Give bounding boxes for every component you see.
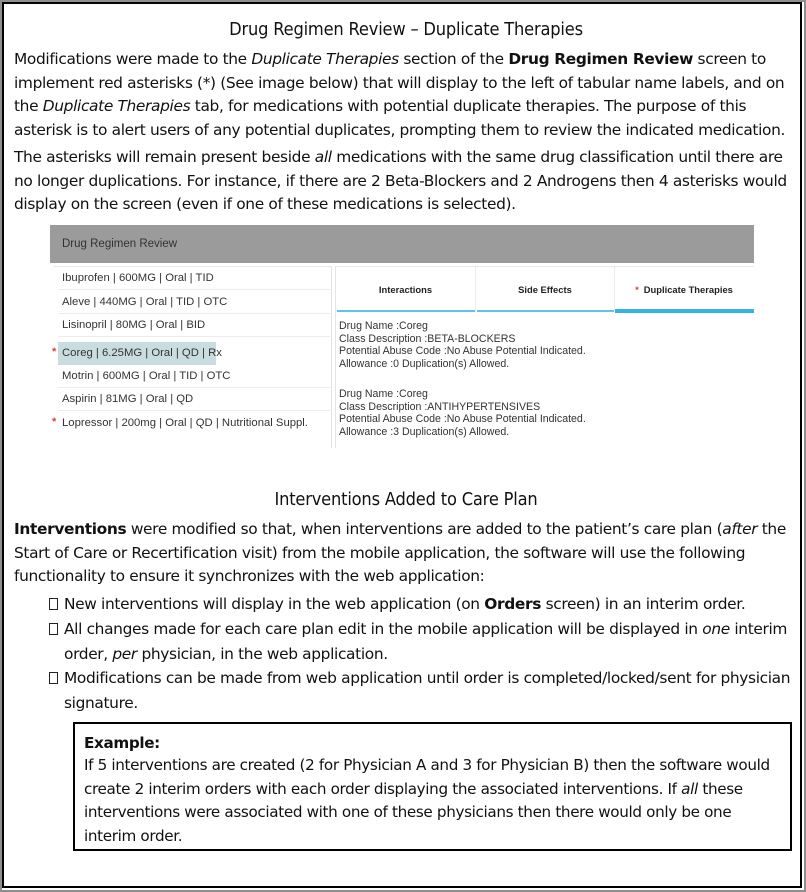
detail-abuse-code: Potential Abuse Code :No Abuse Potential Indicated. <box>339 413 586 425</box>
tab-interactions[interactable]: Interactions <box>378 284 433 295</box>
bullet-box-icon <box>49 598 58 610</box>
duplicate-detail-block <box>339 388 586 438</box>
tab-duplicate-therapies[interactable]: * Duplicate Therapies <box>614 267 753 311</box>
example-label: Example: <box>84 734 160 752</box>
tab-underline <box>337 310 475 312</box>
tab-underline-active <box>615 309 754 313</box>
drug-regimen-review-screenshot <box>50 225 754 448</box>
detail-class-description: Class Description :ANTIHYPERTENSIVES <box>339 400 541 413</box>
app-header-title: Drug Regimen Review <box>62 238 178 250</box>
duplicate-asterisk-icon: * <box>635 284 639 295</box>
duplicate-detail-block <box>339 320 586 370</box>
app-header <box>50 225 754 263</box>
paragraph-interventions-intro: Interventions were modified so that, when interventions are added to the patient’s care plan (after the Start of Care or Recertification visit) from the mobile application, the software will use the following functionality to ensure it synchronizes with the web application: <box>14 520 786 585</box>
detail-class-description: Class Description :BETA-BLOCKERS <box>339 332 516 345</box>
medication-row[interactable]: Motrin | 600MG | Oral | TID | OTC <box>58 365 330 388</box>
bullet-item: Modifications can be made from web application until order is completed/locked/sent for physician signature. <box>49 666 794 715</box>
example-callout <box>73 722 792 851</box>
medication-detail-panel <box>335 266 754 448</box>
detail-allowance: Allowance :0 Duplication(s) Allowed. <box>339 357 510 370</box>
tab-underline <box>477 310 614 312</box>
detail-abuse-code: Potential Abuse Code :No Abuse Potential Indicated. <box>339 345 586 357</box>
paragraph-modifications: Modifications were made to the Duplicate Therapies section of the Drug Regimen Review screen to implement red asterisks (*) (See image below) that will display to the left of tabular name labels, and on the Duplicate Therapies tab, for medications with potential duplicate therapies. The purpose of this asterisk is to alert users of any potential duplicates, prompting them to review the indicated medication. <box>14 50 786 139</box>
detail-drug-name: Drug Name :Coreg <box>339 320 428 332</box>
tab-side-effects[interactable]: Side Effects <box>475 267 614 311</box>
detail-drug-name: Drug Name :Coreg <box>339 388 428 400</box>
medication-row[interactable]: * Lopressor | 200mg | Oral | QD | Nutritional Suppl. <box>52 416 308 429</box>
bullet-box-icon <box>49 623 58 635</box>
bullet-item: New interventions will display in the web application (on Orders screen) in an interim order. <box>49 592 794 617</box>
medication-row[interactable]: Aspirin | 81MG | Oral | QD <box>58 388 330 411</box>
section-title-interventions: Interventions Added to Care Plan <box>274 490 538 510</box>
medication-row[interactable]: Aleve | 440MG | Oral | TID | OTC <box>58 291 330 314</box>
example-text: If 5 interventions are created (2 for Physician A and 3 for Physician B) then the software would create 2 interim orders with each order displaying the associated interventions. If all these interventions were associated with one of these physicians then there would only be one interim order. <box>84 756 770 845</box>
medication-row-selected[interactable]: * Coreg | 6.25MG | Oral | QD | Rx <box>58 342 216 365</box>
section-title-duplicate-therapies: Drug Regimen Review – Duplicate Therapies <box>229 20 583 40</box>
bullet-item: All changes made for each care plan edit in the mobile application will be displayed in one interim order, per physician, in the web application. <box>49 617 794 666</box>
medication-row[interactable]: Ibuprofen | 600MG | Oral | TID <box>58 267 330 290</box>
bullet-box-icon <box>49 672 58 684</box>
duplicate-asterisk-icon: * <box>52 416 57 428</box>
medication-row[interactable]: Lisinopril | 80MG | Oral | BID <box>58 314 330 337</box>
duplicate-asterisk-icon: * <box>52 346 57 358</box>
detail-allowance: Allowance :3 Duplication(s) Allowed. <box>339 425 510 438</box>
medication-list <box>54 266 332 448</box>
paragraph-asterisks: The asterisks will remain present beside all medications with the same drug classification until there are no longer duplications. For instance, if there are 2 Beta-Blockers and 2 Androgens then 4 asterisks would display on the screen (even if one of these medications is selected). <box>14 148 787 213</box>
